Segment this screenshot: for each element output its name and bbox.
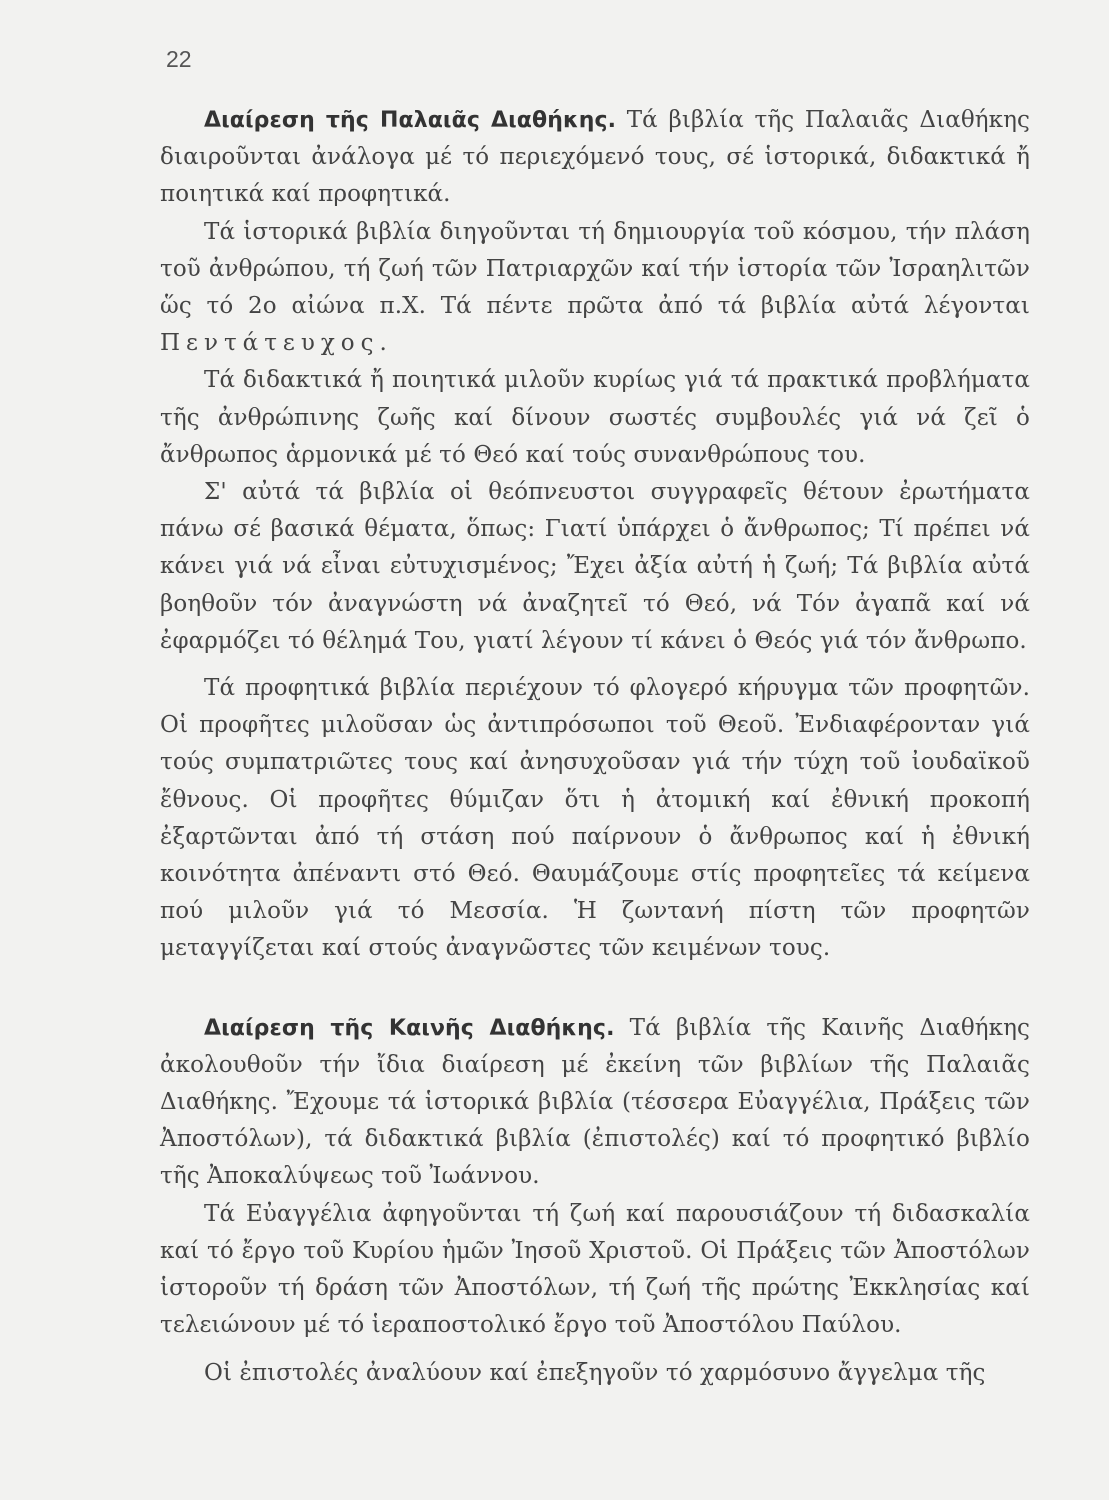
new-testament-heading: Διαίρεση τῆς Καινῆς Διαθήκης.	[204, 1015, 615, 1041]
questions-paragraph: Σ' αὐτά τά βιβλία οἱ θεόπνευστοι συγγραφεῖς θέτουν ἐρωτήματα πάνω σέ βασικά θέματα, ὅπως: Γιατί ὑπάρχει ὁ ἄνθρωπος; Τί πρέπει νά κάνει γιά νά εἶναι εὐτυχισμένος; Ἔχει ἀξία αὐτή ἡ ζωή; Τά βιβλία αὐτά βοηθοῦν τόν ἀναγνώστη νά ἀναζητεῖ τό Θεό, νά Τόν ἀγαπᾶ καί νά ἐφαρμόζει τό θέλημά Του, γιατί λέγουν τί κάνει ὁ Θεός γιά τόν ἄνθρωπο.	[160, 479, 1030, 654]
new-testament-intro-paragraph	[160, 1010, 1030, 1196]
prophetic-books-paragraph: Τά προφητικά βιβλία περιέχουν τό φλογερό κήρυγμα τῶν προφητῶν. Οἱ προφῆτες μιλοῦσαν ὡς ἀντιπρόσωποι τοῦ Θεοῦ. Ἐνδιαφέρονταν γιά τούς συμπατριῶτες τους καί ἀνησυχοῦσαν γιά τήν τύχη τοῦ ἰουδαϊκοῦ ἔθνους. Οἱ προφῆτες θύμιζαν ὅτι ἡ ἀτομική καί ἐθνική προκοπή ἐξαρτῶνται ἀπό τή στάση πού παίρνουν ὁ ἄνθρωπος καί ἡ ἐθνική κοινότητα ἀπέναντι στό Θεό. Θαυμάζουμε στίς προφητεῖες τά κείμενα πού μιλοῦν γιά τό Μεσσία. Ἡ ζωντανή πίστη τῶν προφητῶν μεταγγίζεται καί στούς ἀναγνῶστες τῶν κειμένων τους.	[160, 675, 1030, 962]
didactic-books-paragraph: Τά διδακτικά ἤ ποιητικά μιλοῦν κυρίως γιά τά πρακτικά προβλήματα τῆς ἀνθρώπινης ζωῆς καί δίνουν σωστές συμβουλές γιά νά ζεῖ ὁ ἄνθρωπος ἁρμονικά μέ τό Θεό καί τούς συνανθρώπους του.	[160, 367, 1030, 468]
epistles-paragraph: Οἱ ἐπιστολές ἀναλύουν καί ἐπεξηγοῦν τό χαρμόσυνο ἄγγελμα τῆς	[204, 1359, 986, 1386]
gospels-paragraph: Τά Εὐαγγέλια ἀφηγοῦνται τή ζωή καί παρουσιάζουν τή διδασκαλία καί τό ἔργο τοῦ Κυρίου ἡμῶν Ἰησοῦ Χριστοῦ. Οἱ Πράξεις τῶν Ἀποστόλων ἱστοροῦν τή δράση τῶν Ἀποστόλων, τή ζωή τῆς πρώτης Ἐκκλησίας καί τελειώνουν μέ τό ἱεραποστολικό ἔργο τοῦ Ἀποστόλου Παύλου.	[160, 1200, 1030, 1339]
old-testament-intro-paragraph	[160, 102, 1030, 214]
page-number: 22	[166, 46, 192, 72]
pentateuch-term: Πεντάτευχος.	[160, 330, 393, 357]
new-testament-intro-text: Τά βιβλία τῆς Καινῆς Διαθήκης ἀκολουθοῦν τήν ἴδια διαίρεση μέ ἐκείνη τῶν βιβλίων τῆς Παλαιᾶς Διαθήκης. Ἔχουμε τά ἱστορικά βιβλία (τέσσερα Εὐαγγέλια, Πράξεις τῶν Ἀποστόλων), τά διδακτικά βιβλία (ἐπιστολές) καί τό προφητικό βιβλίο τῆς Ἀποκαλύψεως τοῦ Ἰωάννου.	[160, 1014, 1030, 1190]
old-testament-heading: Διαίρεση τῆς Παλαιᾶς Διαθήκης.	[204, 108, 617, 133]
historical-books-text: Τά ἱστορικά βιβλία διηγοῦνται τή δημιουργία τοῦ κόσμου, τήν πλάση τοῦ ἀνθρώπου, τή ζωή τῶν Πατριαρχῶν καί τήν ἱστορία τῶν Ἰσραηλιτῶν ὥς τό 2ο αἰώνα π.Χ. Τά πέντε πρῶτα ἀπό τά βιβλία αὐτά λέγονται	[160, 218, 1030, 320]
historical-books-paragraph	[160, 214, 1030, 363]
old-testament-intro-text: Τά βιβλία τῆς Παλαιᾶς Διαθήκης διαιροῦνται ἀνάλογα μέ τό περιεχόμενό τους, σέ ἱστορικά, διδακτικά ἤ ποιητικά καί προφητικά.	[160, 107, 1030, 208]
page-body	[160, 102, 1030, 1392]
